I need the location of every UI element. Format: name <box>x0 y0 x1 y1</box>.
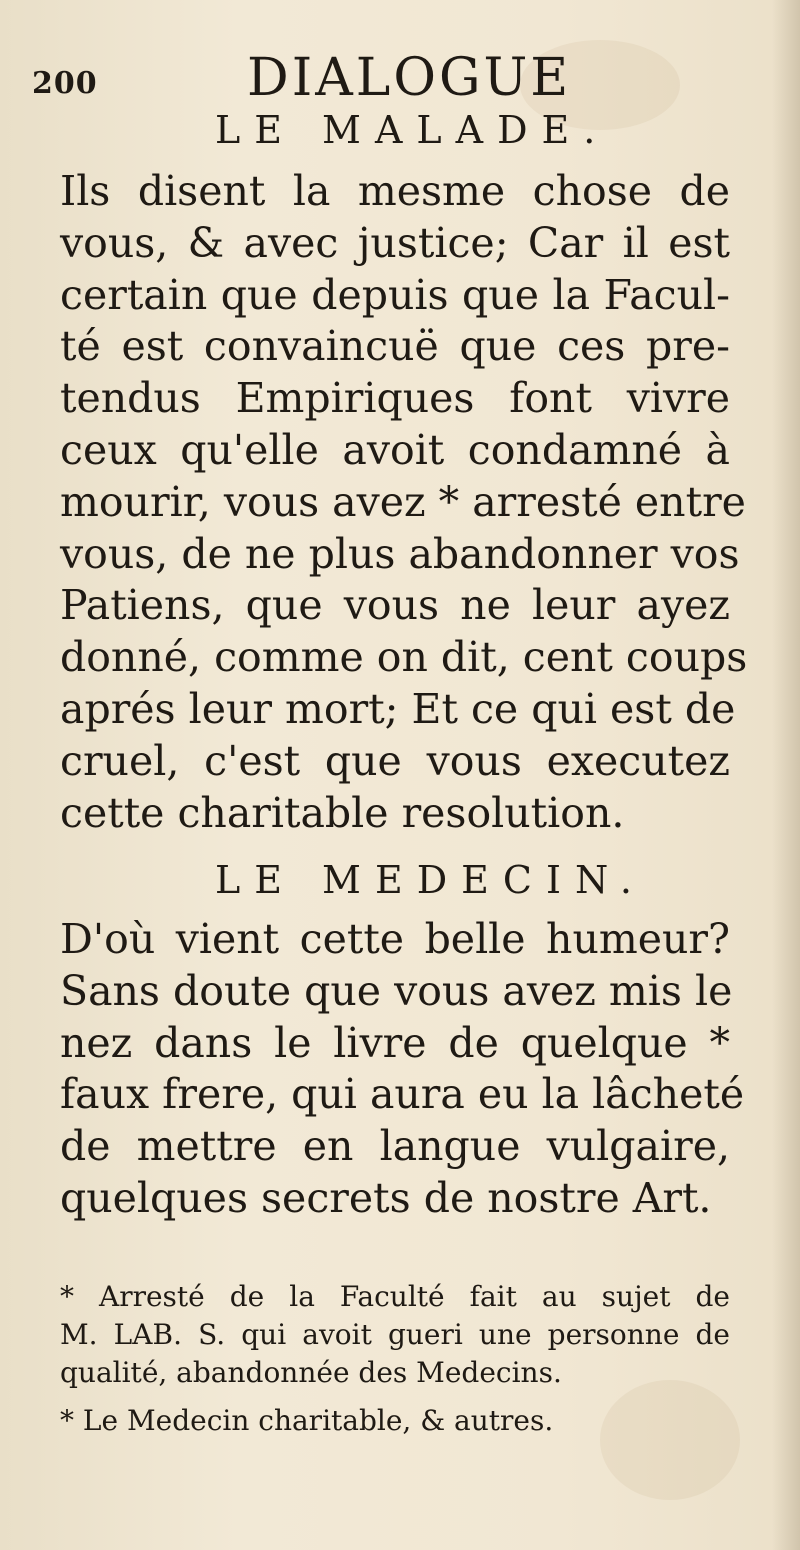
dialogue-paragraph-medecin <box>60 914 745 1225</box>
footnote-line: M. LAB. S. qui avoit gueri une personne de <box>60 1318 730 1351</box>
text-line: mourir, vous avez * arresté entre <box>60 477 746 526</box>
dialogue-paragraph-malade <box>60 166 748 839</box>
text-line: nez dans le livre de quelque * <box>60 1018 730 1067</box>
text-line: aprés leur mort; Et ce qui est de <box>60 684 736 733</box>
footnote-medecin-charitable <box>60 1402 730 1440</box>
speaker-label-malade: LE MALADE. <box>215 108 610 152</box>
text-line: Sans doute que vous avez mis le <box>60 966 733 1015</box>
text-line: D'où vient cette belle humeur? <box>60 915 730 963</box>
page-header <box>32 48 732 108</box>
speaker-label-medecin: LE MEDECIN. <box>215 858 646 902</box>
footnote-line: qualité, abandonnée des Medecins. <box>60 1356 562 1389</box>
text-line: Patiens, que vous ne leur ayez <box>60 581 730 630</box>
footnote-line: * Le Medecin charitable, & autres. <box>60 1404 554 1437</box>
footnote-line: * Arresté de la Faculté fait au sujet de <box>60 1280 730 1313</box>
text-line: tendus Empiriques font vivre <box>60 374 730 423</box>
text-line: faux frere, qui aura eu la lâcheté <box>60 1070 745 1119</box>
footnote-arreste <box>60 1278 730 1392</box>
text-line: ceux qu'elle avoit condamné à <box>60 425 730 474</box>
text-line: donné, comme on dit, cent coups <box>60 633 748 682</box>
running-title: DIALOGUE <box>247 48 572 108</box>
text-line: vous, de ne plus abandonner vos <box>60 529 740 578</box>
page-edge-shadow <box>772 0 800 1550</box>
text-line: té est convaincuë que ces pre- <box>60 322 730 371</box>
text-line: vous, & avec justice; Car il est <box>60 218 730 267</box>
text-line: de mettre en langue vulgaire, <box>60 1122 730 1171</box>
text-line: Ils disent la mesme chose de <box>60 167 730 215</box>
text-line: cruel, c'est que vous executez <box>60 736 730 785</box>
footnotes <box>60 1278 730 1440</box>
text-line: certain que depuis que la Facul- <box>60 270 730 319</box>
text-line: cette charitable resolution. <box>60 788 625 837</box>
text-line: quelques secrets de nostre Art. <box>60 1173 712 1222</box>
page-number: 200 <box>32 66 98 101</box>
